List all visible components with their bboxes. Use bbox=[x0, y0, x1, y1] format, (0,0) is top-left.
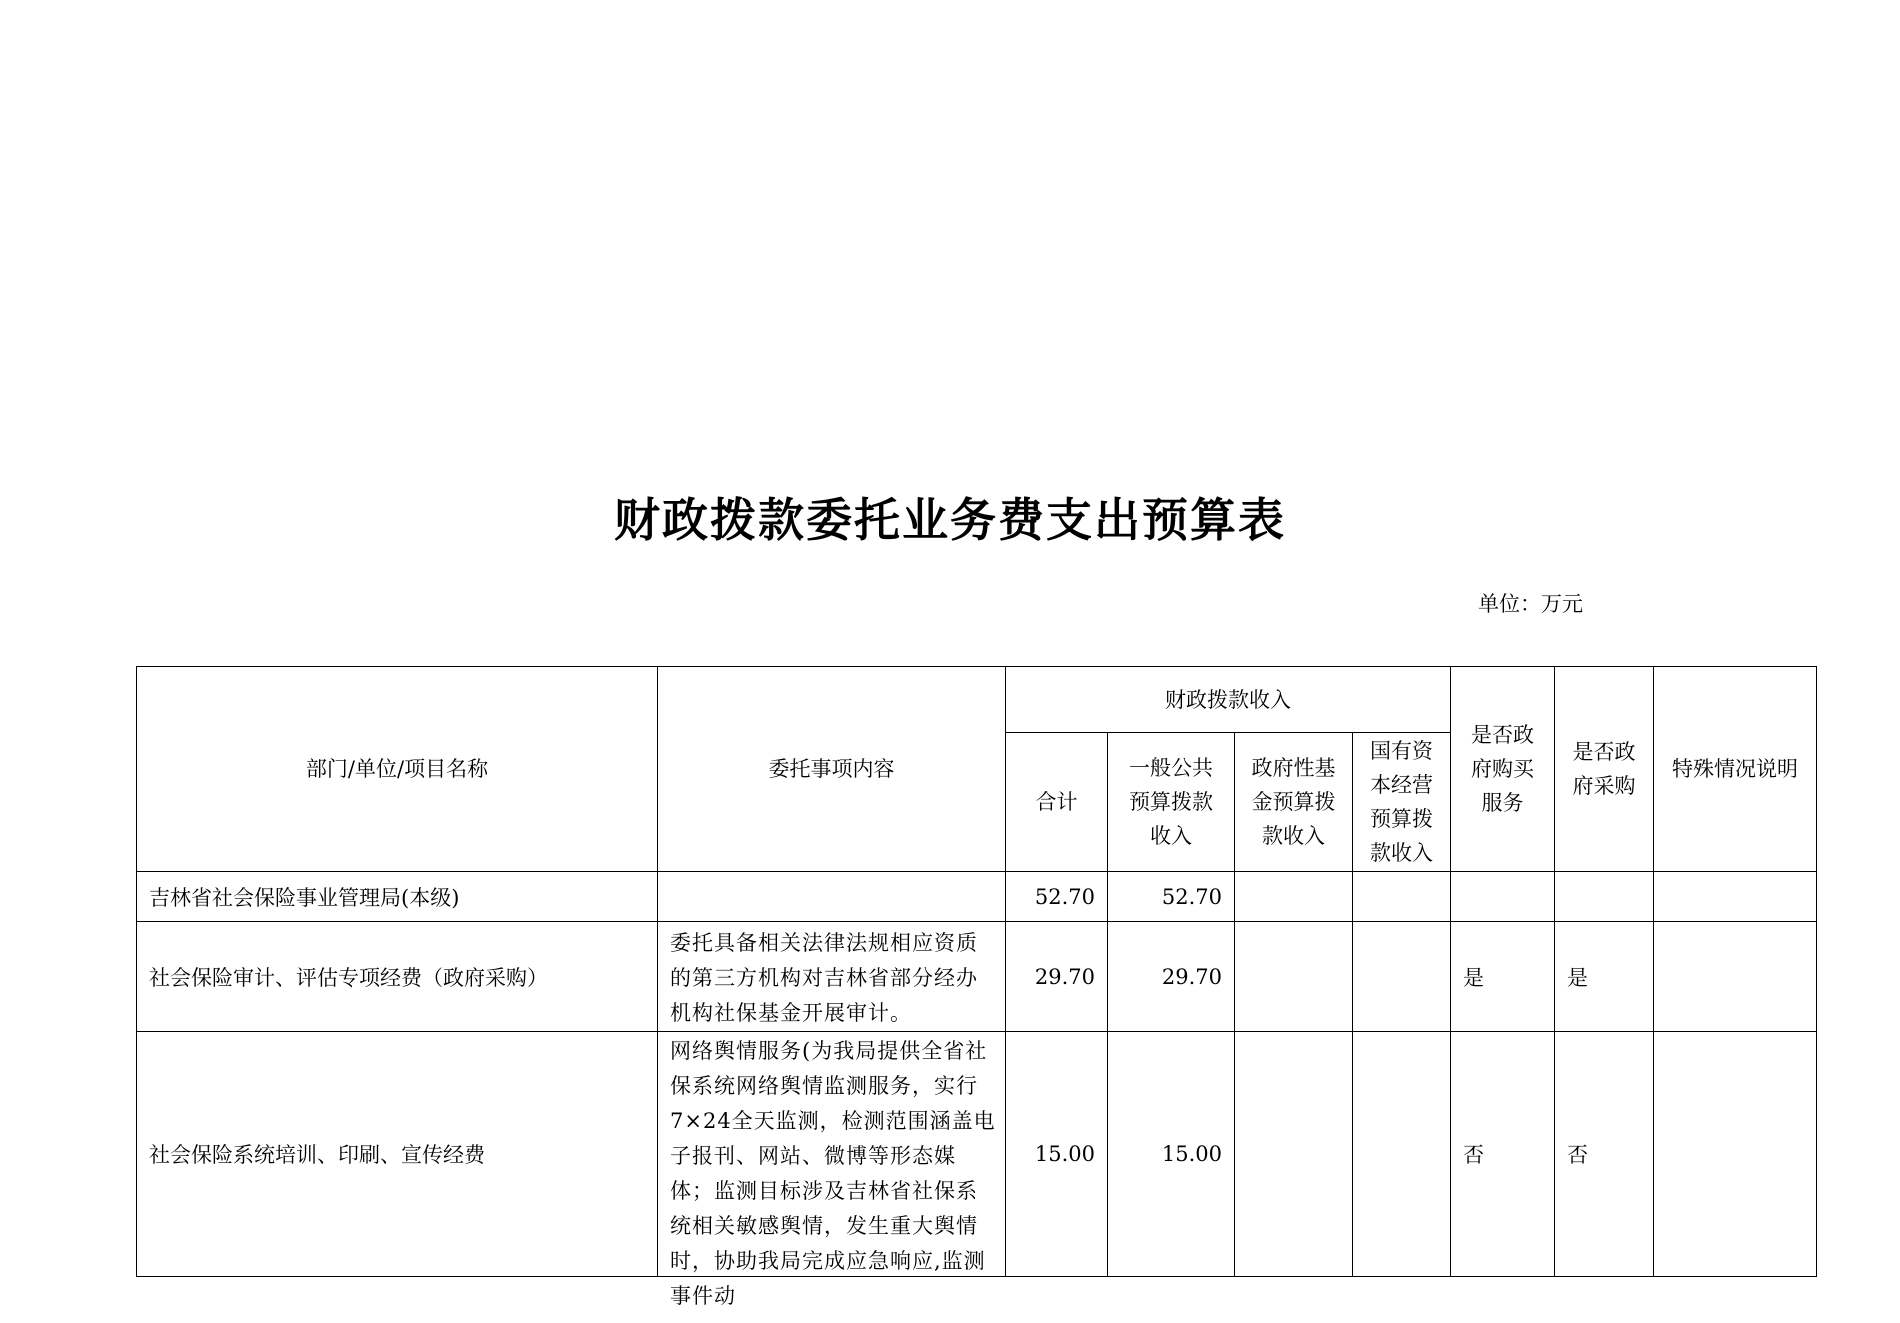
row-special-notes bbox=[1654, 1032, 1817, 1277]
row-project-name: 社会保险系统培训、印刷、宣传经费 bbox=[137, 1032, 658, 1277]
header-general-budget: 一般公共预算拨款收入 bbox=[1108, 733, 1235, 872]
row-content bbox=[658, 872, 1006, 922]
budget-table bbox=[136, 666, 1817, 1308]
row-content-cell bbox=[658, 1032, 1006, 1308]
row-total: 15.00 bbox=[1006, 1032, 1108, 1277]
row-state-capital bbox=[1353, 1032, 1451, 1277]
row-gov-purchase-service: 是 bbox=[1451, 922, 1555, 1032]
row-content: 网络舆情服务(为我局提供全省社保系统网络舆情监测服务，实行7×24全天监测，检测范围涵盖电子报刊、网站、微博等形态媒体；监测目标涉及吉林省社保系统相关敏感舆情，发生重大舆情时，协助我局完成应急响应,监测事件动 bbox=[670, 1039, 996, 1308]
row-general-budget: 52.70 bbox=[1108, 872, 1235, 922]
header-gov-purchase-service: 是否政府购买服务 bbox=[1451, 667, 1555, 872]
header-content: 委托事项内容 bbox=[658, 667, 1006, 872]
row-special-notes bbox=[1654, 872, 1817, 922]
header-gov-procurement: 是否政府采购 bbox=[1555, 667, 1654, 872]
header-special-notes: 特殊情况说明 bbox=[1654, 667, 1817, 872]
row-gov-fund bbox=[1235, 922, 1353, 1032]
table-row bbox=[137, 872, 1817, 922]
row-content: 委托具备相关法律法规相应资质的第三方机构对吉林省部分经办机构社保基金开展审计。 bbox=[658, 922, 1006, 1032]
row-special-notes bbox=[1654, 922, 1817, 1032]
header-gov-fund: 政府性基金预算拨款收入 bbox=[1235, 733, 1353, 872]
row-gov-purchase-service: 否 bbox=[1451, 1032, 1555, 1277]
header-row-1 bbox=[137, 667, 1817, 733]
row-gov-fund bbox=[1235, 1032, 1353, 1277]
row-gov-purchase-service bbox=[1451, 872, 1555, 922]
table-row bbox=[137, 922, 1817, 1032]
header-state-capital: 国有资本经营预算拨款收入 bbox=[1353, 733, 1451, 872]
row-general-budget: 29.70 bbox=[1108, 922, 1235, 1032]
row-total: 29.70 bbox=[1006, 922, 1108, 1032]
header-fiscal-income: 财政拨款收入 bbox=[1006, 667, 1451, 733]
row-state-capital bbox=[1353, 872, 1451, 922]
row-general-budget: 15.00 bbox=[1108, 1032, 1235, 1277]
row-gov-procurement bbox=[1555, 872, 1654, 922]
row-total: 52.70 bbox=[1006, 872, 1108, 922]
unit-label: 单位：万元 bbox=[1478, 592, 1583, 616]
row-gov-fund bbox=[1235, 872, 1353, 922]
row-gov-procurement: 否 bbox=[1555, 1032, 1654, 1277]
header-total: 合计 bbox=[1006, 733, 1108, 872]
header-project-name: 部门/单位/项目名称 bbox=[137, 667, 658, 872]
row-project-name: 吉林省社会保险事业管理局(本级) bbox=[137, 872, 658, 922]
document-title: 财政拨款委托业务费支出预算表 bbox=[614, 493, 1286, 547]
row-gov-procurement: 是 bbox=[1555, 922, 1654, 1032]
row-project-name: 社会保险审计、评估专项经费（政府采购） bbox=[137, 922, 658, 1032]
table-row bbox=[137, 1032, 1817, 1277]
row-state-capital bbox=[1353, 922, 1451, 1032]
